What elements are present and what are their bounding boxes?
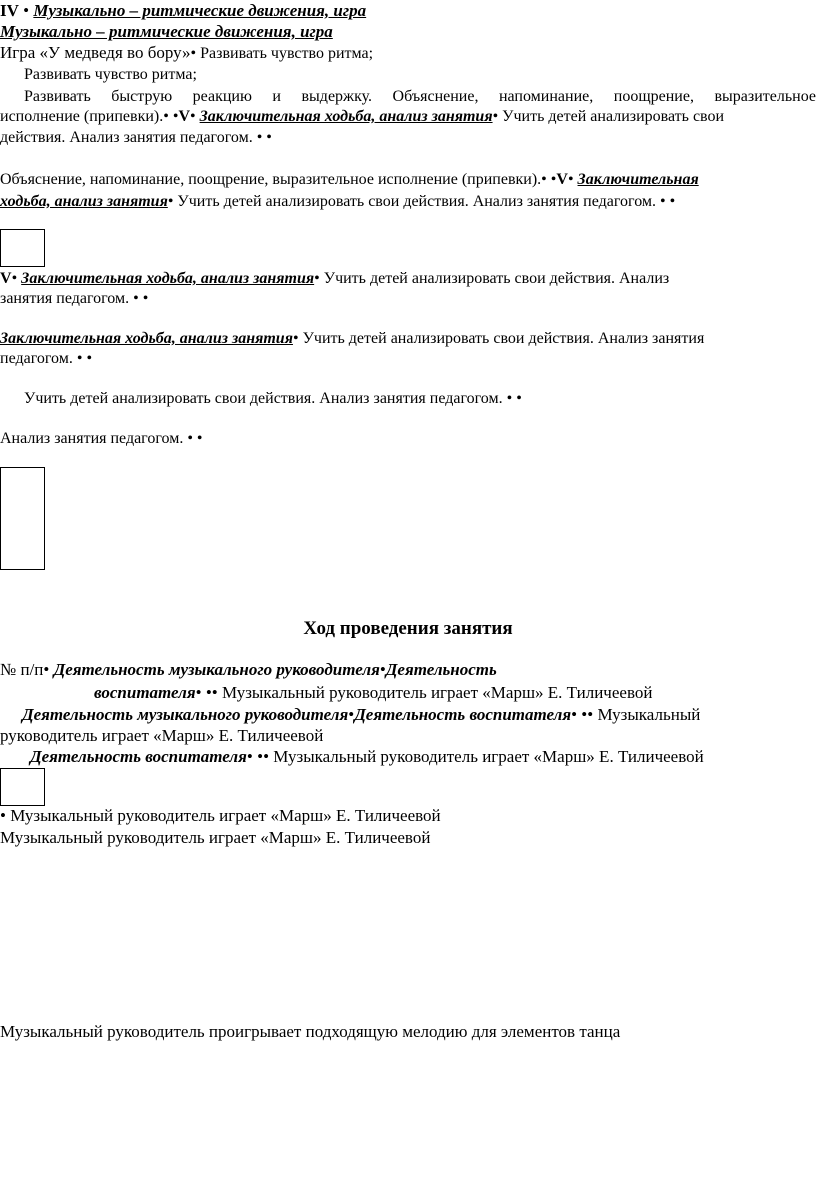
bullet: • [190,45,201,62]
activity-line: Деятельность музыкального руководителя•Деятельность воспитателя• •• Музыкальный [22,705,701,724]
bullet: • [379,660,386,679]
bullet: • •• [246,747,274,766]
bullet: • [0,806,11,825]
bullet: • [492,108,503,125]
director-line: руководитель играет «Марш» Е. Тиличеевой [0,726,324,745]
bullet: • • [183,430,203,447]
analysis-line-2: Анализ занятия педагогом. • • [0,430,203,447]
bullet: • •• [195,683,223,702]
bullet: • • [656,193,676,210]
subheading-rhythmic: Музыкально – ритмические движения, игра [0,22,333,41]
reaction-line: Развивать быструю реакцию и выдержку. Объяснение, напоминание, поощрение, выразительное [24,88,816,105]
bullet: • •• [571,705,598,724]
bullet: • [18,1,34,20]
bullet: • [314,270,324,287]
bullet: • [43,660,54,679]
performance-line: исполнение (припевки).• •V• Заключительная ходьба, анализ занятия• Учить детей анализировать свои [0,108,725,125]
game-line: Игра «У медведя во бору»• Развивать чувство ритма; [0,43,374,62]
actions-line: действия. Анализ занятия педагогом. • • [0,129,272,146]
bullet: • [167,193,178,210]
table-header-line: № п/п• Деятельность музыкального руководителя•Деятельность [0,660,497,679]
empty-cell-box-tall [0,467,45,570]
bullet: • • [502,390,522,407]
section-heading-iv: IV • Музыкально – ритмические движения, игра [0,1,367,20]
educator-activity-line: Деятельность воспитателя• •• Музыкальный руководитель играет «Марш» Е. Тиличеевой [30,747,704,766]
bullet: • [567,171,578,188]
page-title: Ход проведения занятия [303,618,513,639]
bullet: • • [541,171,557,188]
analysis-line: занятия педагогом. • • [0,290,149,307]
walking-line: ходьба, анализ занятия• Учить детей анализировать свои действия. Анализ занятия педагогом. • • [0,193,676,210]
final-walk-line-2: Заключительная ходьба, анализ занятия• Учить детей анализировать свои действия. Анализ занятия [0,330,705,347]
teacher-line: педагогом. • • [0,350,93,367]
march-line-2: Музыкальный руководитель играет «Марш» Е. Тиличеевой [0,828,431,847]
teach-line: Учить детей анализировать свои действия. Анализ занятия педагогом. • • [24,390,522,407]
final-walk-line: V• Заключительная ходьба, анализ занятия• Учить детей анализировать свои действия. Анализ [0,270,670,287]
bullet: • [190,108,200,125]
march-line: • Музыкальный руководитель играет «Марш» Е. Тиличеевой [0,806,441,825]
explanation-line: Объяснение, напоминание, поощрение, выразительное исполнение (припевки).• •V• Заключительная [0,171,699,188]
bullet: • • [72,350,93,367]
empty-cell-box-small [0,768,45,806]
bullet: • • [163,108,179,125]
rhythm-line: Развивать чувство ритма; [24,66,197,83]
bullet: • [292,330,303,347]
bullet: • [11,270,22,287]
bullet: • • [252,129,272,146]
bullet: • [348,705,355,724]
educator-line: воспитателя• •• Музыкальный руководитель играет «Марш» Е. Тиличеевой [94,683,653,702]
melody-line: Музыкальный руководитель проигрывает подходящую мелодию для элементов танца [0,1022,621,1041]
empty-cell-box [0,229,45,267]
bullet: • • [129,290,149,307]
